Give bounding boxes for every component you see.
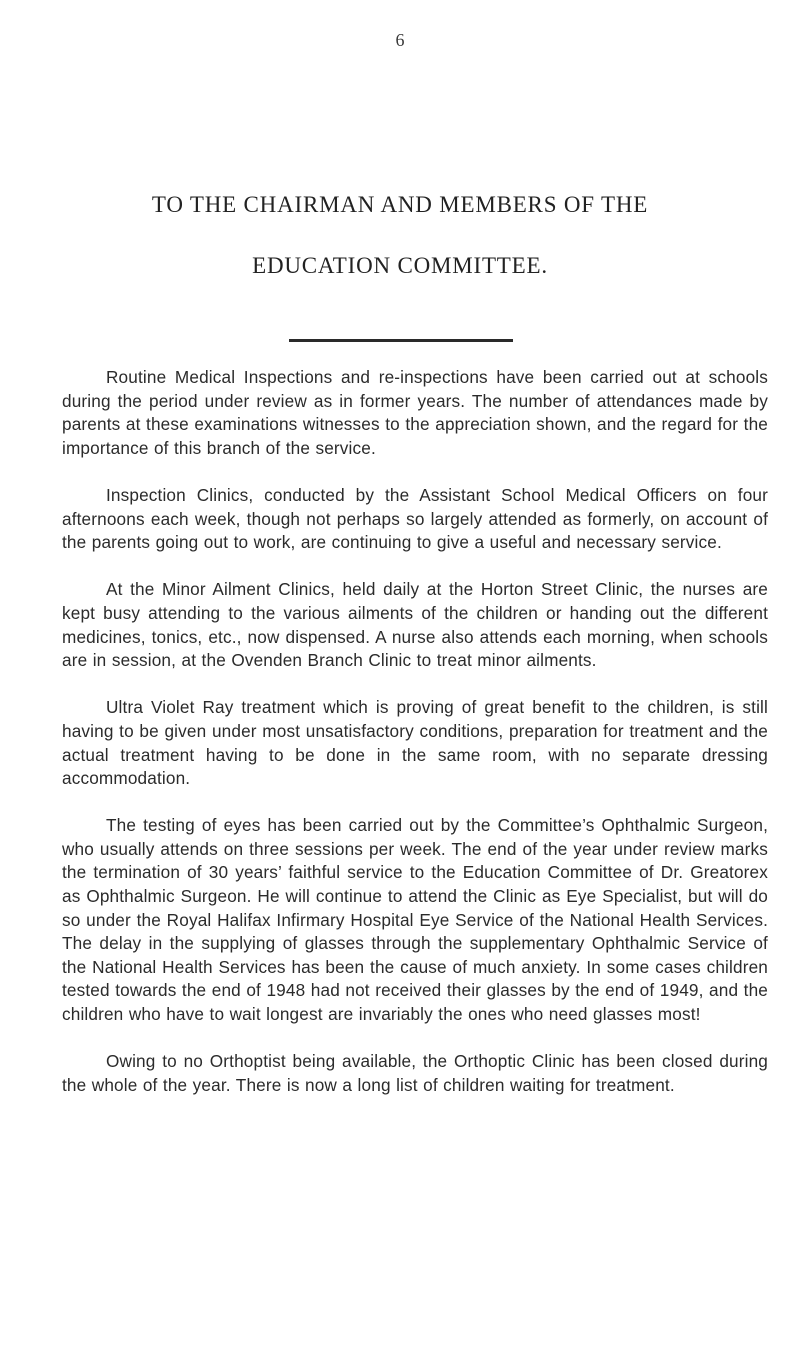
paragraph-ultra-violet-treatment: Ultra Violet Ray treatment which is proving of great benefit to the children, is still having to be given under most unsatisfactory conditions, preparation for treatment and the actual treatment having to be done in the same room, with no separate dressing accommodation. — [62, 697, 768, 789]
paragraph-eye-testing: The testing of eyes has been carried out by the Committee’s Ophthalmic Surgeon, who usually attends on three sessions per week. The end of the year under review marks the termination of 30 years’ faithful service to the Education Committee of Dr. Greatorex as Ophthalmic Surgeon. He will continue to attend the Clinic as Eye Specialist, but will do so under the Royal Halifax Infirmary Hospital Eye Service of the National Health Services. The delay in the supplying of glasses through the supplementary Ophthalmic Service of the National Health Services has been the cause of much anxiety. In some cases children tested towards the end of 1948 had not received their glasses by the end of 1949, and the children who have to wait longest are invariably the ones who need glasses most! — [62, 815, 768, 1025]
report-body — [62, 366, 768, 1121]
page-title-line-1: TO THE CHAIRMAN AND MEMBERS OF THE — [151, 192, 649, 217]
title-divider — [289, 339, 513, 342]
paragraph-inspection-clinics: Inspection Clinics, conducted by the Assistant School Medical Officers on four afternoons each week, though not perhaps so largely attended as formerly, on account of the parents going out to work, are continuing to give a useful and necessary service. — [62, 484, 768, 553]
paragraph-minor-ailment-clinics: At the Minor Ailment Clinics, held daily at the Horton Street Clinic, the nurses are kept busy attending to the various ailments of the children or handing out the different medicines, tonics, etc., now dispensed. A nurse also attends each morning, when schools are in session, at the Ovenden Branch Clinic to treat minor ailments. — [62, 579, 768, 671]
page-title-line-2: EDUCATION COMMITTEE. — [252, 253, 548, 278]
paragraph-orthoptic-clinic: Owing to no Orthoptist being available, the Orthoptic Clinic has been closed during the whole of the year. There is now a long list of children waiting for treatment. — [62, 1051, 768, 1095]
page-number: 6 — [395, 30, 405, 50]
paragraph-routine-inspections: Routine Medical Inspections and re-inspections have been carried out at schools during the period under review as in former years. The number of attendances made by parents at these examinations witnesses to the appreciation shown, and the regard for the importance of this branch of the service. — [62, 367, 768, 458]
